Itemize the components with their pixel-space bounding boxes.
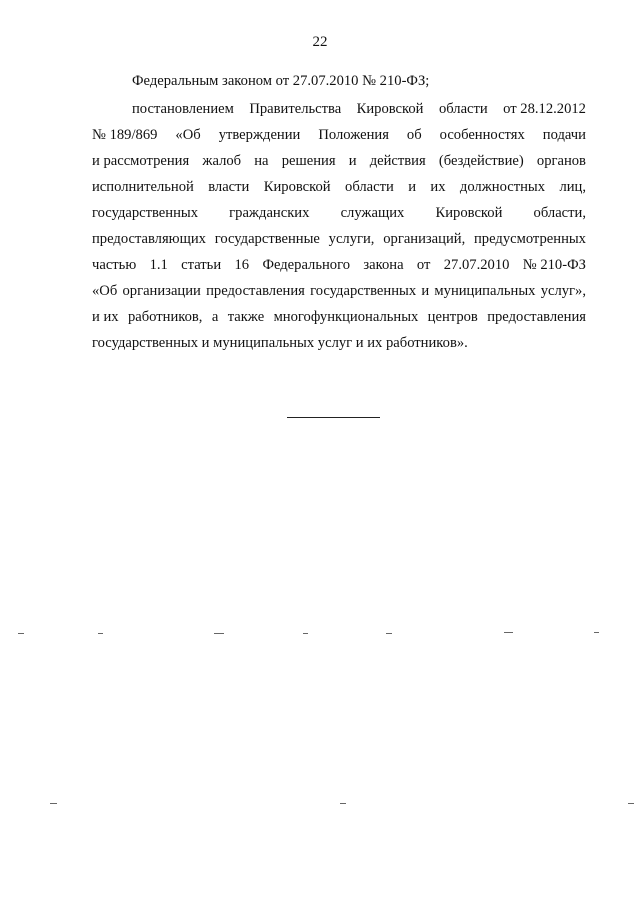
word: области: [345, 179, 394, 195]
word: работников,: [127, 309, 203, 325]
word: № 189/869: [92, 127, 158, 143]
text-line-11: государственных и муниципальных услуг и их работников».: [92, 335, 468, 351]
word: их: [430, 179, 446, 195]
word: исполнительной: [92, 179, 194, 195]
word: особенностях: [439, 127, 525, 143]
word: Кировской: [263, 179, 331, 195]
scan-speck: [340, 803, 346, 804]
word: Положения: [318, 127, 389, 143]
text-line-1: Федеральным законом от 27.07.2010 № 210-ФЗ;: [132, 73, 430, 89]
word: муниципальных: [434, 283, 536, 299]
text-line-8: [92, 256, 586, 274]
word: и рассмотрения: [92, 153, 190, 169]
word: и: [421, 283, 430, 299]
scan-speck: [214, 633, 224, 634]
word: на: [254, 153, 269, 169]
word: услуги,: [328, 231, 375, 247]
word: Правительства: [249, 101, 342, 117]
word: «Об: [92, 283, 118, 299]
word: действия: [369, 153, 426, 169]
word: служащих: [340, 205, 405, 221]
word: 27.07.2010: [443, 257, 510, 273]
word: решения: [281, 153, 336, 169]
word: статьи: [181, 257, 222, 273]
scan-speck: [18, 633, 24, 634]
word: гражданских: [229, 205, 310, 221]
scan-speck: [504, 632, 513, 633]
scan-speck: [98, 633, 103, 634]
text-line-4: [92, 152, 586, 170]
word: № 210-ФЗ: [522, 257, 586, 273]
word: (бездействие): [438, 153, 524, 169]
word: и: [408, 179, 417, 195]
word: от 28.12.2012: [503, 101, 586, 117]
scan-speck: [50, 803, 57, 804]
word: 1.1: [149, 257, 168, 273]
word: и их: [92, 309, 119, 325]
word: предусмотренных: [474, 231, 586, 247]
word: предоставляющих: [92, 231, 206, 247]
word: от: [416, 257, 431, 273]
scan-speck: [594, 632, 599, 633]
text-line-9: [92, 282, 586, 300]
word: Кировской: [356, 101, 424, 117]
word: лиц,: [559, 179, 586, 195]
text-line-2: [132, 100, 586, 118]
word: предоставления: [487, 309, 586, 325]
word: подачи: [542, 127, 586, 143]
word: жалоб: [202, 153, 242, 169]
word: а: [211, 309, 219, 325]
word: услуг»,: [540, 283, 586, 299]
word: закона: [363, 257, 404, 273]
scan-speck: [303, 633, 308, 634]
text-line-10: [92, 308, 586, 326]
word: 16: [234, 257, 250, 273]
scan-speck: [386, 633, 392, 634]
word: и: [348, 153, 357, 169]
word: также: [227, 309, 265, 325]
word: Кировской: [435, 205, 503, 221]
word: частью: [92, 257, 137, 273]
page-number: 22: [312, 34, 328, 50]
text-line-5: [92, 178, 586, 196]
word: постановлением: [132, 101, 234, 117]
word: власти: [208, 179, 250, 195]
word: предоставления: [206, 283, 305, 299]
word: организаций,: [383, 231, 466, 247]
word: многофункциональных: [273, 309, 419, 325]
word: государственных: [92, 205, 199, 221]
word: государственных: [310, 283, 417, 299]
word: утверждении: [218, 127, 301, 143]
word: органов: [536, 153, 586, 169]
word: об: [406, 127, 422, 143]
word: области: [438, 101, 488, 117]
word: государственные: [214, 231, 320, 247]
separator-line: [287, 417, 380, 418]
word: Федерального: [262, 257, 351, 273]
word: должностных: [459, 179, 546, 195]
text-line-3: [92, 126, 586, 144]
scan-speck: [628, 803, 634, 804]
text-line-6: [92, 204, 586, 222]
word: центров: [427, 309, 478, 325]
text-line-7: [92, 230, 586, 248]
word: области,: [533, 205, 586, 221]
word: организации: [122, 283, 201, 299]
word: «Об: [175, 127, 201, 143]
